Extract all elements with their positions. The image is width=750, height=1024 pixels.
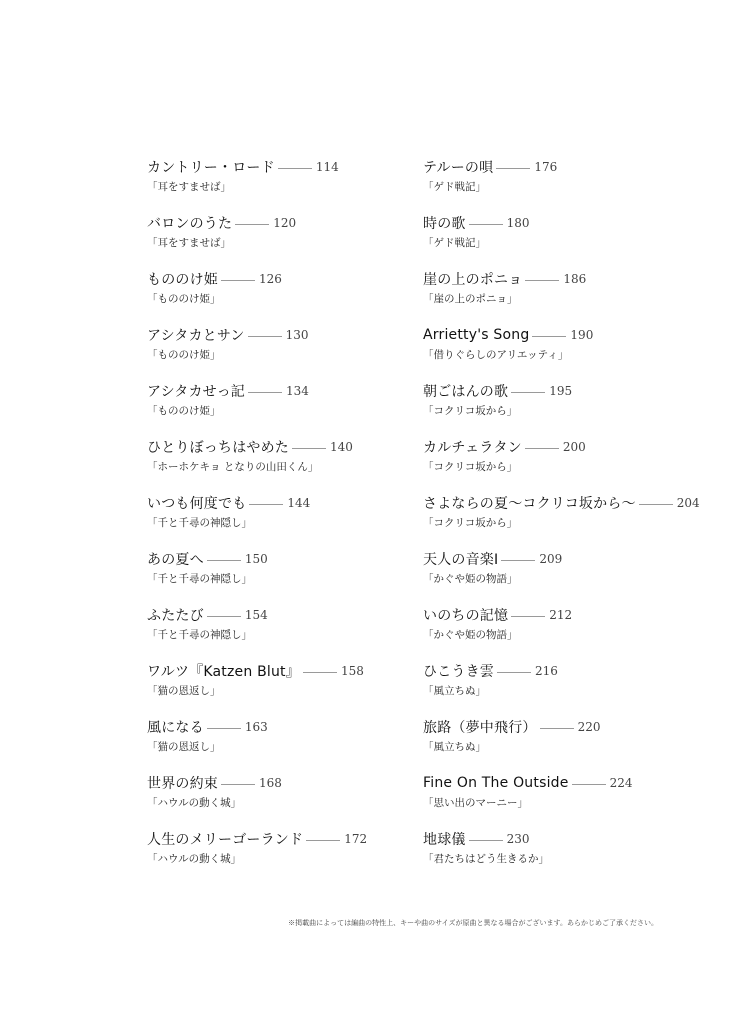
film-source: 「崖の上のポニョ」 <box>423 293 518 305</box>
leader-line <box>469 840 503 841</box>
leader-line <box>221 784 255 785</box>
film-source: 「ゲド戦記」 <box>423 181 486 193</box>
page-number: 150 <box>244 552 268 566</box>
film-source: 「猫の恩返し」 <box>147 685 221 697</box>
song-title: 崖の上のポニョ <box>423 272 523 288</box>
toc-entry[interactable] <box>147 828 407 884</box>
film-source: 「もののけ姫」 <box>147 405 221 417</box>
page-number: 144 <box>287 496 311 510</box>
leader-line <box>511 616 545 617</box>
page-number: 212 <box>549 608 573 622</box>
page-number: 168 <box>259 776 282 790</box>
toc-entry[interactable] <box>423 212 723 268</box>
leader-line <box>540 728 574 729</box>
film-source: 「耳をすませば」 <box>147 237 231 249</box>
leader-line <box>221 280 255 281</box>
page-number: 130 <box>285 328 309 342</box>
film-source: 「千と千尋の神隠し」 <box>147 629 252 641</box>
page-number: 216 <box>535 664 558 678</box>
page-number: 126 <box>259 272 282 286</box>
page-number: 140 <box>330 440 353 454</box>
toc-entry[interactable] <box>423 324 723 380</box>
toc-entry[interactable] <box>147 324 407 380</box>
page-number: 209 <box>539 552 563 566</box>
song-title: 世界の約束 <box>147 776 218 792</box>
film-source: 「もののけ姫」 <box>147 349 221 361</box>
page-number: 230 <box>506 832 530 846</box>
song-title: ワルツ『Katzen Blut』 <box>147 664 300 680</box>
toc-entry[interactable] <box>147 380 407 436</box>
song-title: いのちの記憶 <box>423 608 509 624</box>
film-source: 「かぐや姫の物語」 <box>423 629 518 641</box>
film-source: 「千と千尋の神隠し」 <box>147 517 252 529</box>
song-title: カルチェラタン <box>423 440 522 456</box>
film-source: 「耳をすませば」 <box>147 181 231 193</box>
song-title: 人生のメリーゴーランド <box>147 832 304 848</box>
toc-entry[interactable] <box>423 716 723 772</box>
leader-line <box>207 616 241 617</box>
leader-line <box>292 448 326 449</box>
leader-line <box>248 392 282 393</box>
song-title: Arrietty's Song <box>423 327 530 343</box>
song-title: テルーの唄 <box>423 160 494 176</box>
leader-line <box>496 168 530 169</box>
toc-entry[interactable] <box>147 548 407 604</box>
page-number: 172 <box>344 832 368 846</box>
film-source: 「風立ちぬ」 <box>423 685 486 697</box>
leader-line <box>248 336 282 337</box>
leader-line <box>306 840 340 841</box>
page-number: 195 <box>549 384 573 398</box>
toc-entry[interactable] <box>147 212 407 268</box>
leader-line <box>497 672 531 673</box>
song-title: 朝ごはんの歌 <box>423 384 509 400</box>
leader-line <box>572 784 606 785</box>
film-source: 「コクリコ坂から」 <box>423 461 518 473</box>
page-number: 163 <box>244 720 268 734</box>
page-number: 180 <box>506 216 530 230</box>
film-source: 「ハウルの動く城」 <box>147 853 242 865</box>
leader-line <box>511 392 545 393</box>
song-title: いつも何度でも <box>147 496 247 512</box>
song-title: アシタカせっ記 <box>147 384 245 400</box>
film-source: 「君たちはどう生きるか」 <box>423 853 549 865</box>
leader-line <box>532 336 566 337</box>
page-number: 176 <box>534 160 558 174</box>
film-source: 「かぐや姫の物語」 <box>423 573 518 585</box>
page-number: 190 <box>570 328 594 342</box>
song-title: 地球儀 <box>423 832 466 848</box>
toc-entry[interactable] <box>147 156 407 212</box>
toc-entry[interactable] <box>423 268 723 324</box>
film-source: 「思い出のマーニー」 <box>423 797 528 809</box>
song-title: さよならの夏〜コクリコ坂から〜 <box>423 496 636 512</box>
leader-line <box>469 224 503 225</box>
footnote: ※掲載曲によっては編曲の特性上、キーや曲のサイズが原曲と異なる場合がございます。あらかじめご了承ください。 <box>288 919 658 927</box>
song-title: ひとりぼっちはやめた <box>147 440 289 456</box>
film-source: 「猫の恩返し」 <box>147 741 221 753</box>
leader-line <box>303 672 337 673</box>
toc-column-right <box>423 156 723 884</box>
toc-entry[interactable] <box>423 772 723 828</box>
toc-column-left <box>147 156 407 884</box>
toc-entry[interactable] <box>147 604 407 660</box>
toc-entry[interactable] <box>423 828 723 884</box>
toc-entry[interactable] <box>147 660 407 716</box>
toc-entry[interactable] <box>147 436 407 492</box>
leader-line <box>207 560 241 561</box>
song-title: 時の歌 <box>423 216 466 232</box>
page-number: 204 <box>676 496 700 510</box>
page-number: 134 <box>286 384 309 398</box>
page-number: 220 <box>577 720 601 734</box>
leader-line <box>501 560 535 561</box>
toc-entry[interactable] <box>147 772 407 828</box>
page-number: 158 <box>340 664 364 678</box>
leader-line <box>525 448 559 449</box>
song-title: ふたたび <box>147 608 204 624</box>
toc-entry[interactable] <box>147 716 407 772</box>
page-number: 114 <box>315 160 339 174</box>
song-title: 風になる <box>147 720 204 736</box>
toc-entry[interactable] <box>423 604 723 660</box>
song-title: バロンのうた <box>147 216 233 232</box>
page-number: 154 <box>244 608 268 622</box>
song-title: もののけ姫 <box>147 272 218 288</box>
page-number: 186 <box>563 272 587 286</box>
toc-entry[interactable] <box>423 156 723 212</box>
page-number: 224 <box>609 776 633 790</box>
toc-entry[interactable] <box>423 380 723 436</box>
film-source: 「コクリコ坂から」 <box>423 517 518 529</box>
song-title: 天人の音楽Ⅰ <box>423 552 499 568</box>
toc-entry[interactable] <box>423 548 723 604</box>
song-title: 旅路（夢中飛行） <box>423 720 537 736</box>
leader-line <box>235 224 269 225</box>
film-source: 「風立ちぬ」 <box>423 741 486 753</box>
toc-entry[interactable] <box>147 492 407 548</box>
leader-line <box>525 280 559 281</box>
song-title: カントリー・ロード <box>147 160 275 176</box>
film-source: 「千と千尋の神隠し」 <box>147 573 252 585</box>
film-source: 「ハウルの動く城」 <box>147 797 242 809</box>
leader-line <box>249 504 283 505</box>
leader-line <box>207 728 241 729</box>
song-title: アシタカとサン <box>147 328 245 344</box>
leader-line <box>639 504 673 505</box>
film-source: 「コクリコ坂から」 <box>423 405 518 417</box>
leader-line <box>278 168 312 169</box>
film-source: 「借りぐらしのアリエッティ」 <box>423 349 569 361</box>
film-source: 「もののけ姫」 <box>147 293 221 305</box>
song-title: Fine On The Outside <box>423 775 569 791</box>
toc-entry[interactable] <box>147 268 407 324</box>
film-source: 「ゲド戦記」 <box>423 237 486 249</box>
page-number: 200 <box>562 440 586 454</box>
toc-entry[interactable] <box>423 660 723 716</box>
toc-entry[interactable] <box>423 436 723 492</box>
film-source: 「ホーホケキョ となりの山田くん」 <box>147 461 319 473</box>
page-number: 120 <box>273 216 297 230</box>
toc-entry[interactable] <box>423 492 723 548</box>
song-title: あの夏へ <box>147 552 204 568</box>
song-title: ひこうき雲 <box>423 664 494 680</box>
